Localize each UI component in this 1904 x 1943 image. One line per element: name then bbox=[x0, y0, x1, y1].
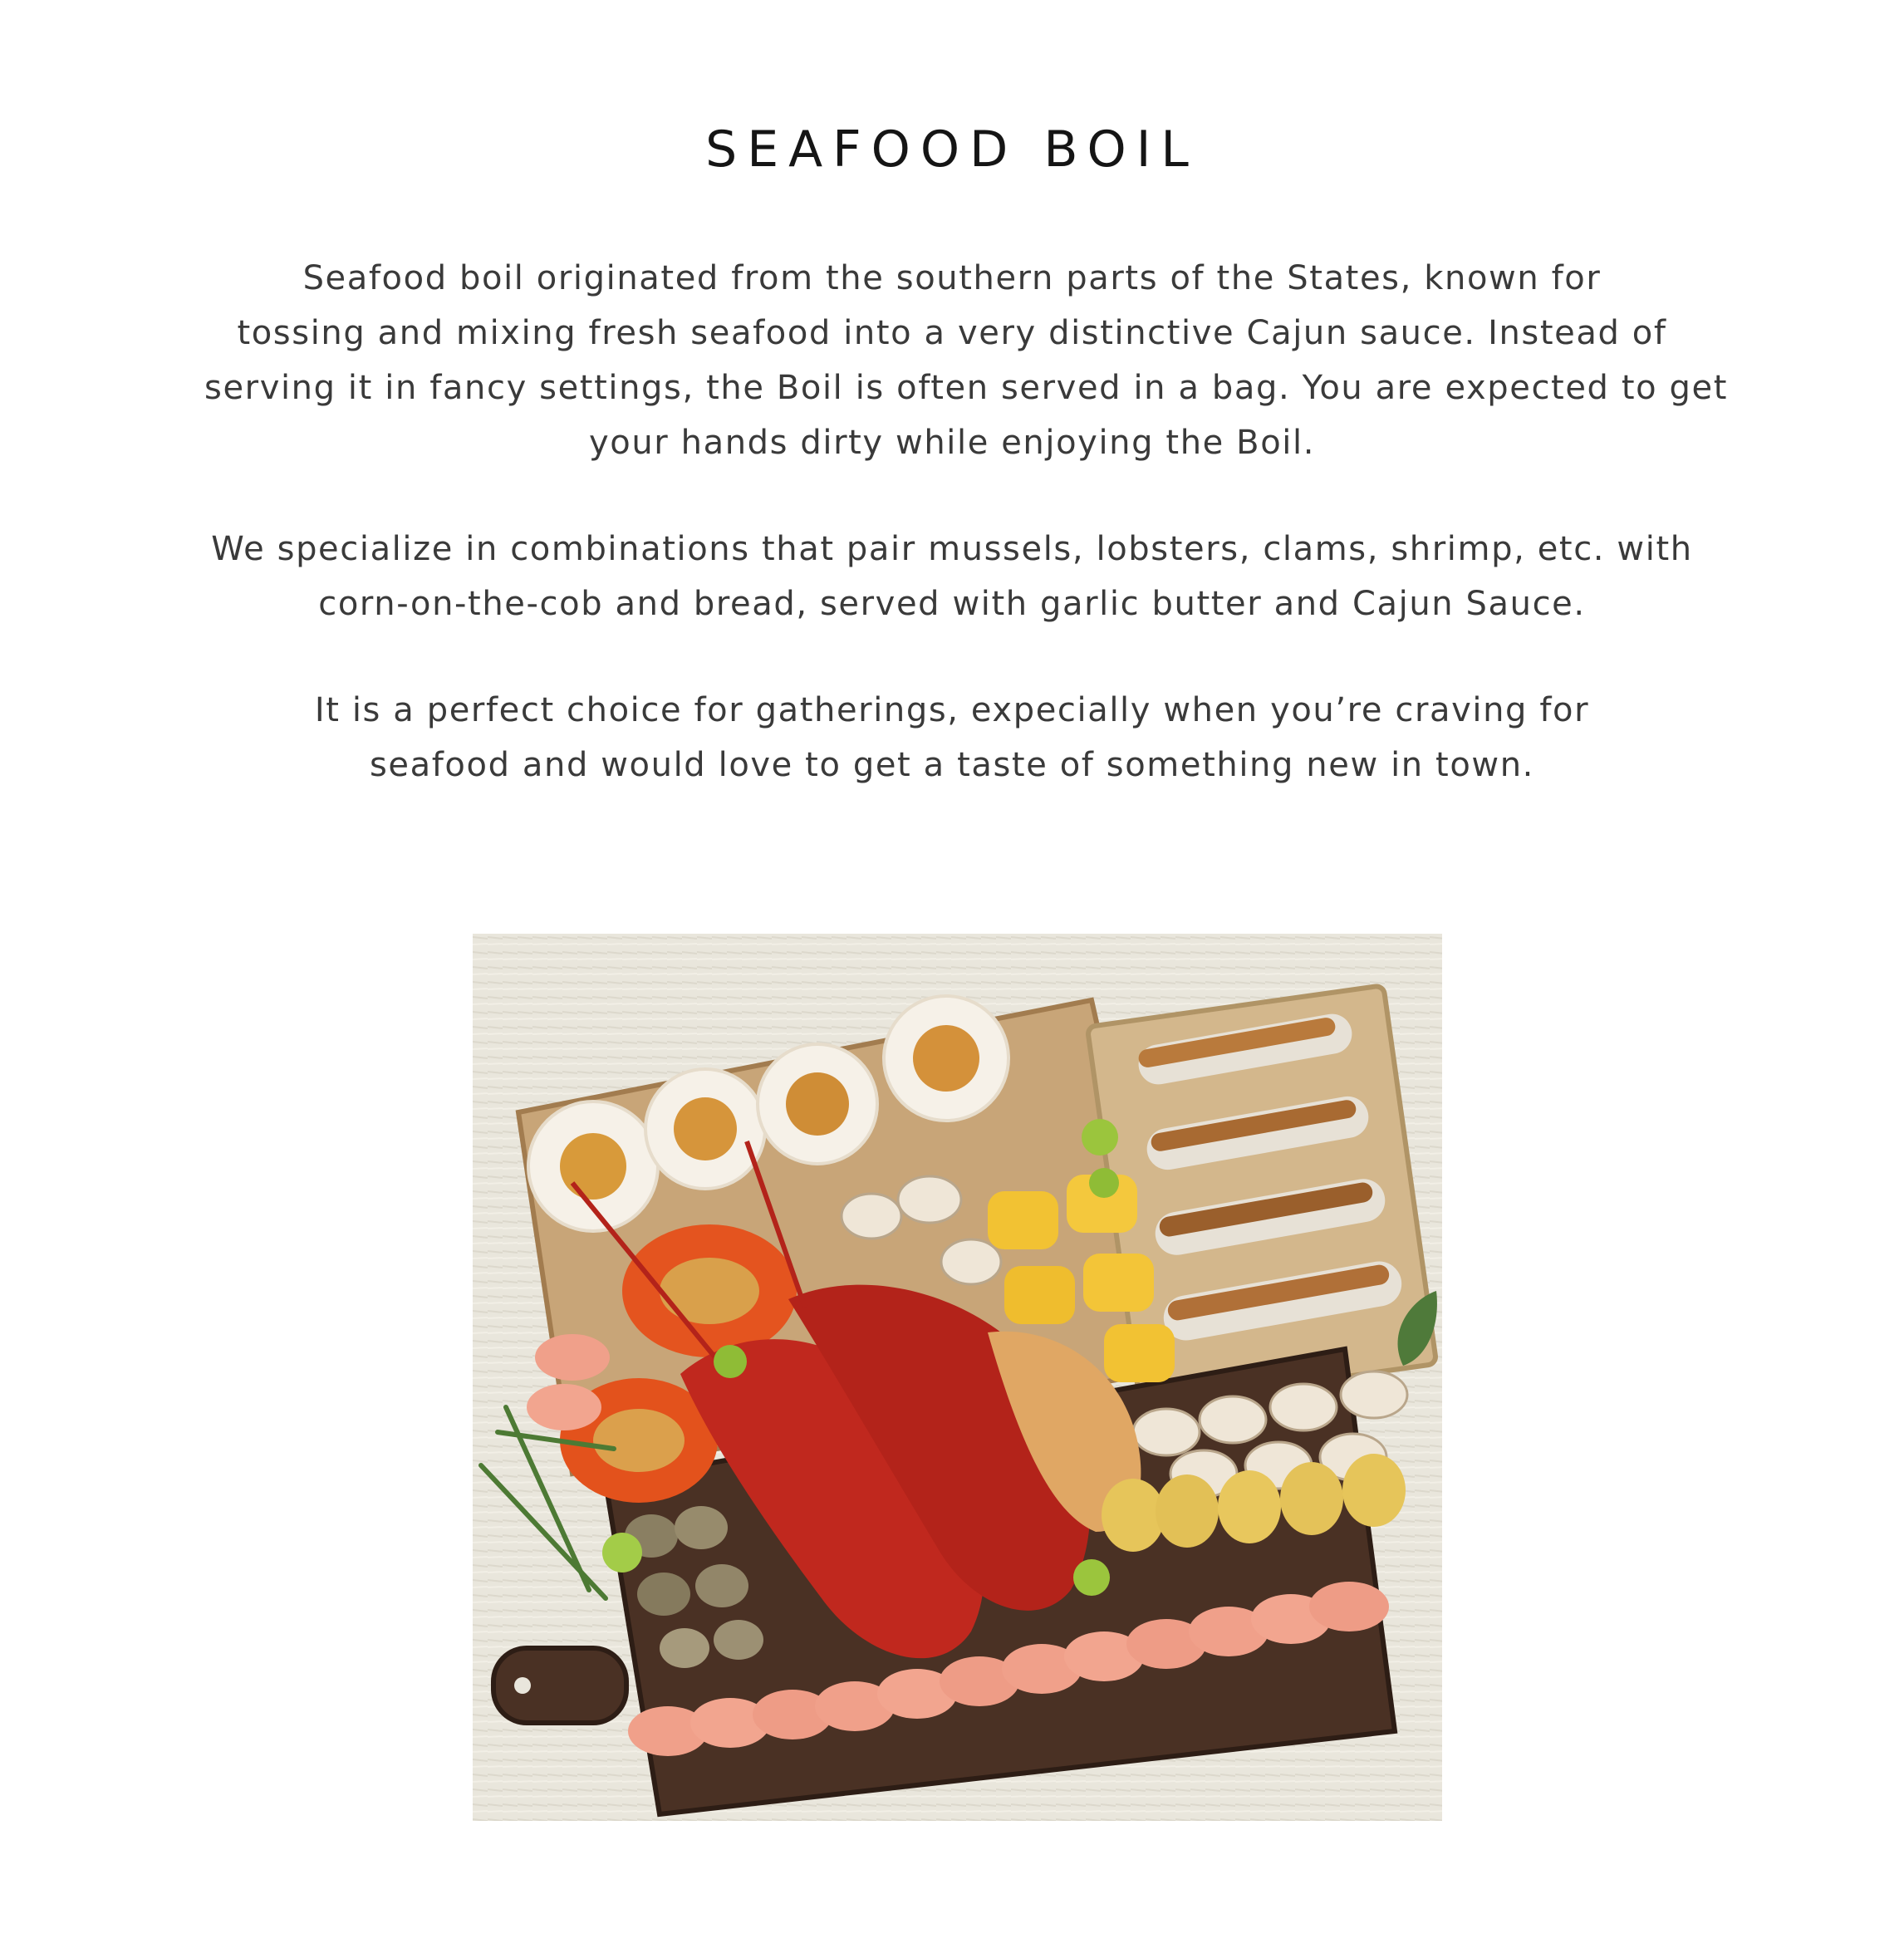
intro-paragraph-origin bbox=[204, 251, 1728, 470]
paragraph-line: It is a perfect choice for gatherings, expecially when you’re craving for bbox=[314, 691, 1590, 729]
paragraph-line: We specialize in combinations that pair mussels, lobsters, clams, shrimp, etc. with bbox=[211, 530, 1693, 568]
board-handle-hole bbox=[514, 1677, 531, 1694]
paragraph-line: corn-on-the-cob and bread, served with garlic butter and Cajun Sauce. bbox=[318, 585, 1586, 623]
paragraph-line: tossing and mixing fresh seafood into a very distinctive Cajun sauce. Instead of bbox=[237, 314, 1667, 352]
paragraph-line: your hands dirty while enjoying the Boil. bbox=[588, 424, 1316, 462]
intro-paragraph-gatherings bbox=[204, 683, 1700, 792]
board-handle bbox=[493, 1648, 626, 1723]
seafood-platter-photo bbox=[473, 934, 1442, 1821]
paragraph-line: Seafood boil originated from the southern parts of the States, known for bbox=[302, 259, 1602, 297]
paragraph-line: seafood and would love to get a taste of something new in town. bbox=[369, 746, 1534, 784]
paragraph-line: serving it in fancy settings, the Boil is often served in a bag. You are expected to get bbox=[204, 369, 1728, 407]
intro-paragraph-specialty bbox=[204, 522, 1700, 631]
seafood-platter-illustration bbox=[473, 934, 1442, 1821]
page-title: SEAFOOD BOIL bbox=[705, 120, 1199, 179]
